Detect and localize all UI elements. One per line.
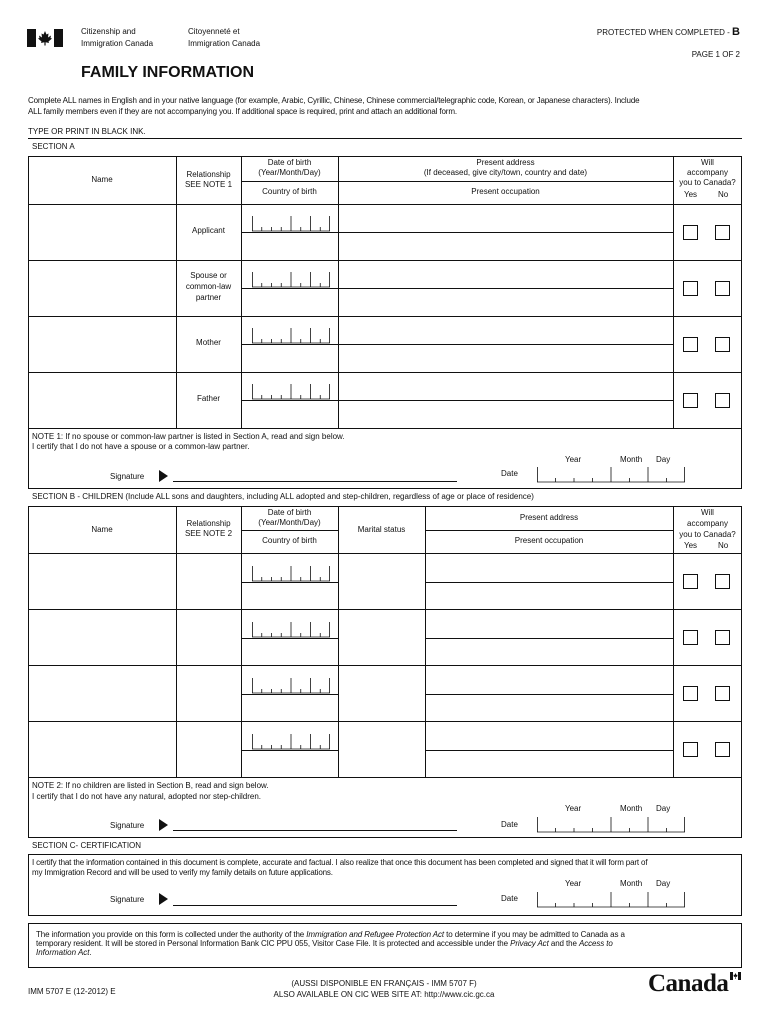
sec-b-col-will-1: Will [701, 508, 714, 517]
sec-a-col-will-1: Will [701, 158, 714, 167]
section-c-text-2: my Immigration Record and will be used to verify my family details on future applications. [32, 868, 333, 877]
footer-french: (AUSSI DISPONIBLE EN FRANÇAIS - IMM 5707 F) [291, 979, 477, 988]
sec-b-col-will-2: accompany [687, 519, 728, 528]
accompany-yes-checkbox[interactable] [683, 393, 698, 408]
sec-b-dob-field[interactable] [252, 622, 330, 638]
sec-a-col-occ: Present occupation [471, 187, 540, 196]
privacy-p3-act: Information Act [36, 948, 90, 957]
sec-a-col-rel-2: SEE NOTE 1 [184, 180, 233, 189]
sec-b-col-cob: Country of birth [262, 536, 317, 545]
form-id: IMM 5707 E (12-2012) E [28, 987, 116, 996]
note-2-date-label: Date [501, 820, 518, 829]
child-accompany-no-checkbox[interactable] [715, 630, 730, 645]
note-2-signature-line[interactable] [173, 830, 457, 831]
privacy-p1-end: to determine if you may be admitted to Canada as a [444, 930, 625, 939]
intro-line-2: ALL family members even if they are not accompanying you. If additional space is required, print and attach an additional form. [28, 107, 457, 116]
sec-b-dob-field[interactable] [252, 734, 330, 750]
sec-b-col-rel-1: Relationship [186, 519, 231, 528]
note-1-date-field[interactable] [537, 467, 685, 483]
child-accompany-no-checkbox[interactable] [715, 574, 730, 589]
ink-instruction: TYPE OR PRINT IN BLACK INK. [28, 127, 146, 136]
section-c-month: Month [620, 879, 643, 888]
sec-a-row2-rel-1: Spouse or [190, 271, 227, 280]
section-b-table [28, 506, 742, 778]
sec-a-row3-rel: Mother [196, 338, 221, 347]
sec-a-dob-field[interactable] [252, 272, 330, 288]
sec-b-col-dob-2: (Year/Month/Day) [258, 518, 321, 527]
section-c-text-1: I certify that the information contained in this document is complete, accurate and factual. I also realize that once this document has been completed and signed that it will form part of [32, 858, 648, 867]
note-1-line-1: NOTE 1: If no spouse or common-law partner is listed in Section A, read and sign below. [32, 432, 345, 441]
child-accompany-yes-checkbox[interactable] [683, 574, 698, 589]
canada-flag-logo [27, 29, 63, 47]
sec-b-col-will-3: you to Canada? [679, 530, 736, 539]
note-1-day: Day [656, 455, 671, 464]
sec-a-row2-rel-2: common-law [185, 282, 232, 291]
wordmark-flag-icon [730, 972, 741, 980]
child-accompany-yes-checkbox[interactable] [683, 742, 698, 757]
sec-a-no: No [718, 190, 729, 199]
sec-a-row2-rel-3: partner [195, 293, 222, 302]
sec-a-col-will-3: you to Canada? [679, 178, 736, 187]
note-2-date-field[interactable] [537, 817, 685, 833]
signature-arrow-icon [159, 893, 168, 905]
dept-en-1: Citizenship and [81, 27, 136, 36]
section-c-signature-label: Signature [110, 895, 145, 904]
protected-text: PROTECTED WHEN COMPLETED - [596, 28, 733, 37]
sec-a-col-dob-2: (Year/Month/Day) [258, 168, 321, 177]
privacy-p2-act2: Access to [578, 939, 613, 948]
privacy-p2-mid: and the [548, 939, 579, 948]
protected-letter: B [732, 26, 740, 38]
privacy-line-2 [36, 939, 613, 949]
sec-a-row4-rel: Father [196, 394, 221, 403]
sec-a-col-addr-2: (If deceased, give city/town, country and date) [423, 168, 588, 177]
child-accompany-yes-checkbox[interactable] [683, 686, 698, 701]
note-2-day: Day [656, 804, 671, 813]
sec-b-col-addr: Present address [519, 513, 579, 522]
note-2-signature-label: Signature [110, 821, 145, 830]
section-c-year: Year [565, 879, 582, 888]
sec-b-col-marital: Marital status [357, 525, 406, 534]
page-title: FAMILY INFORMATION [81, 64, 255, 81]
accompany-no-checkbox[interactable] [715, 281, 730, 296]
protected-label [597, 27, 740, 38]
section-c-signature-line[interactable] [173, 905, 457, 906]
privacy-line-3 [36, 948, 92, 958]
note-1-date-label: Date [501, 469, 518, 478]
section-c-day: Day [656, 879, 671, 888]
sec-a-col-cob: Country of birth [262, 187, 317, 196]
dept-fr-2: Immigration Canada [188, 39, 261, 48]
sec-a-col-name: Name [91, 175, 113, 184]
sec-a-dob-field[interactable] [252, 328, 330, 344]
privacy-p2: temporary resident. It will be stored in Personal Information Bank CIC PPU 055, Visitor Case File. It is protected and accessible under the [36, 939, 511, 948]
note-2-month: Month [620, 804, 643, 813]
sec-b-col-rel-2: SEE NOTE 2 [184, 529, 233, 538]
sec-b-yes: Yes [684, 541, 698, 550]
section-c-date-label: Date [501, 894, 518, 903]
privacy-p1-act: Immigration and Refugee Protection Act [306, 930, 445, 939]
section-a-label: SECTION A [32, 142, 75, 151]
page-number: PAGE 1 OF 2 [691, 50, 740, 59]
child-accompany-no-checkbox[interactable] [715, 686, 730, 701]
privacy-p1: The information you provide on this form is collected under the authority of the [36, 930, 307, 939]
dept-fr-1: Citoyenneté et [188, 27, 240, 36]
accompany-yes-checkbox[interactable] [683, 225, 698, 240]
canada-wordmark-text: Canada [648, 970, 729, 997]
sec-a-col-addr-1: Present address [476, 158, 535, 167]
section-c-label: SECTION C- CERTIFICATION [32, 841, 142, 850]
sec-a-dob-field[interactable] [252, 216, 330, 232]
sec-a-dob-field[interactable] [252, 384, 330, 400]
privacy-p2-act: Privacy Act [510, 939, 549, 948]
note-1-year: Year [565, 455, 582, 464]
accompany-no-checkbox[interactable] [715, 393, 730, 408]
signature-arrow-icon [159, 470, 168, 482]
note-1-line-2: I certify that I do not have a spouse or a common-law partner. [32, 442, 250, 451]
note-2-year: Year [565, 804, 582, 813]
signature-arrow-icon [159, 819, 168, 831]
child-accompany-yes-checkbox[interactable] [683, 630, 698, 645]
note-1-signature-line[interactable] [173, 481, 457, 482]
accompany-no-checkbox[interactable] [715, 337, 730, 352]
sec-a-col-dob-1: Date of birth [267, 158, 312, 167]
dept-en-2: Immigration Canada [81, 39, 154, 48]
note-2-line-2: I certify that I do not have any natural, adopted nor step-children. [32, 792, 262, 801]
note-1-month: Month [620, 455, 643, 464]
sec-b-no: No [718, 541, 729, 550]
sec-a-col-will-2: accompany [687, 168, 728, 177]
accompany-no-checkbox[interactable] [715, 225, 730, 240]
canada-wordmark [648, 970, 746, 1000]
sec-a-row1-rel: Applicant [192, 226, 225, 235]
sec-b-col-dob-1: Date of birth [267, 508, 312, 517]
privacy-p3-end: . [89, 948, 92, 957]
intro-line-1: Complete ALL names in English and in your native language (for example, Arabic, Cyrillic, Chinese, Chinese commercial/telegraphic code, Korean, or Japanese characters). Include [28, 96, 640, 105]
sec-b-dob-field[interactable] [252, 678, 330, 694]
sec-b-dob-field[interactable] [252, 566, 330, 582]
sec-a-yes: Yes [684, 190, 698, 199]
note-1-signature-label: Signature [110, 472, 145, 481]
sec-b-col-name: Name [91, 525, 113, 534]
accompany-yes-checkbox[interactable] [683, 337, 698, 352]
sec-a-col-rel-1: Relationship [186, 170, 231, 179]
section-c-date-field[interactable] [537, 892, 685, 908]
child-accompany-no-checkbox[interactable] [715, 742, 730, 757]
sec-b-col-occ: Present occupation [514, 536, 584, 545]
accompany-yes-checkbox[interactable] [683, 281, 698, 296]
note-2-line-1: NOTE 2: If no children are listed in Section B, read and sign below. [32, 781, 269, 790]
section-b-label: SECTION B - CHILDREN (Include ALL sons and daughters, including ALL adopted and step-children, regardless of age or place of residence) [32, 492, 534, 501]
footer-web: ALSO AVAILABLE ON CIC WEB SITE AT: http://www.cic.gc.ca [273, 990, 495, 999]
